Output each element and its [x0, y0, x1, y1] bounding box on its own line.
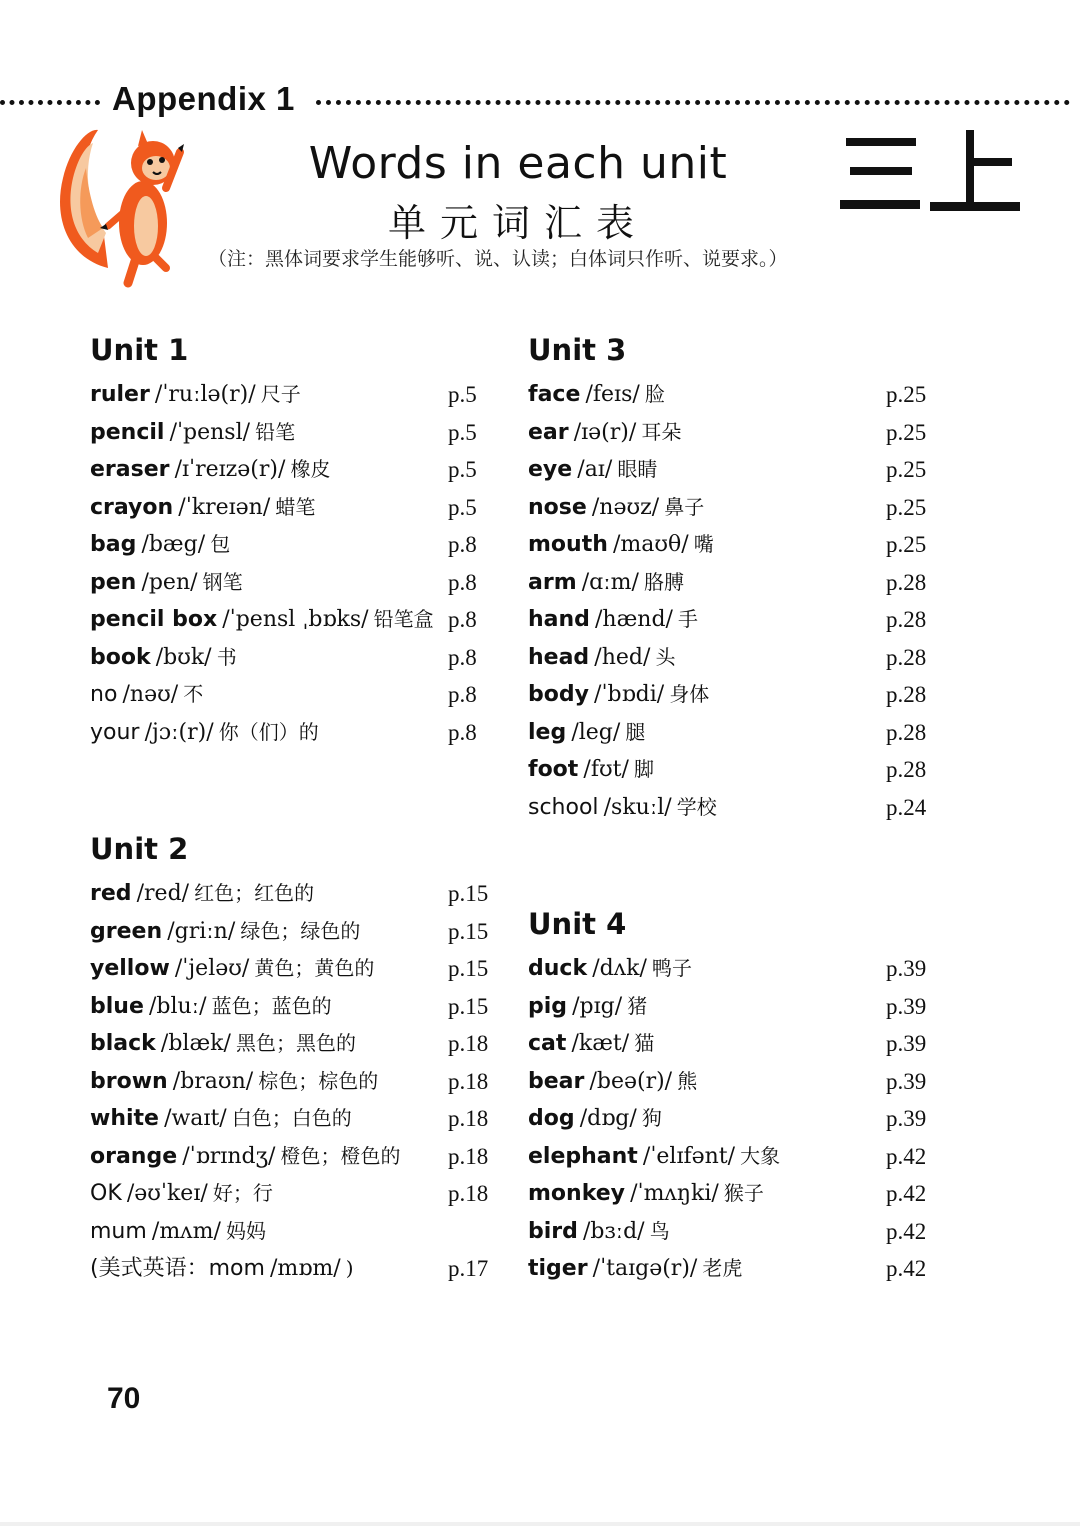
word-page-ref: p.5 [448, 419, 477, 445]
word-page-ref: p.5 [448, 457, 477, 482]
word-chinese: 好；行 [212, 1181, 273, 1205]
word-row [528, 1175, 948, 1213]
word-phonetic: /ˈkreɪən/ [178, 494, 271, 520]
grade-mark-san-shang [838, 130, 1024, 216]
word-phonetic: /pɪg/ [572, 993, 623, 1019]
word-phonetic: /əʊˈkeɪ/ [126, 1181, 208, 1206]
word-phonetic: /bɜːd/ [582, 1218, 645, 1244]
word-phonetic: /ɑːm/ [581, 569, 639, 595]
word-row [90, 489, 510, 527]
word-phonetic: /pen/ [141, 569, 198, 595]
word-phonetic: /nəʊ/ [122, 682, 179, 707]
word-phonetic: /leg/ [571, 719, 621, 745]
word-chinese: 白色；白色的 [231, 1106, 352, 1130]
word-page-ref: p.39 [886, 993, 927, 1019]
word-row [90, 950, 510, 988]
word-phonetic: /blæk/ [160, 1031, 231, 1056]
word-row [528, 1100, 948, 1138]
word-chinese: 蓝色；蓝色的 [211, 993, 332, 1018]
word-row [528, 1213, 948, 1251]
word-english: dog [528, 1106, 575, 1131]
word-page-ref: p.17 [448, 1256, 489, 1281]
word-phonetic: /aɪ/ [577, 457, 613, 482]
word-page-ref: p.42 [886, 1143, 927, 1169]
word-english: bag [90, 532, 137, 557]
word-phonetic: /ˈɒrɪndʒ/ [182, 1143, 276, 1169]
word-page-ref: p.28 [886, 719, 927, 745]
word-page-ref: p.15 [448, 918, 489, 944]
word-chinese: 尺子 [260, 382, 301, 406]
word-phonetic: /ˈjeləʊ/ [174, 956, 250, 981]
word-page-ref: p.39 [886, 1068, 927, 1094]
word-row [90, 451, 510, 489]
word-page-ref: p.18 [448, 1181, 489, 1206]
word-row [90, 1175, 510, 1213]
word-page-ref: p.18 [448, 1068, 489, 1094]
word-chinese: 铅笔盒 [373, 607, 434, 631]
word-page-ref: p.15 [448, 881, 489, 906]
word-page-ref: p.8 [448, 607, 477, 632]
word-phonetic: /ɪˈreɪzə(r)/ [174, 457, 286, 482]
word-list [528, 376, 948, 826]
word-chinese: 身体 [669, 682, 710, 706]
word-english: bird [528, 1218, 578, 1244]
word-phonetic: /braʊn/ [172, 1068, 254, 1094]
word-page-ref: p.28 [886, 644, 927, 670]
word-english: your [90, 719, 140, 745]
word-english: OK [90, 1181, 122, 1206]
word-phonetic: /maʊθ/ [612, 532, 689, 557]
word-page-ref: p.8 [448, 644, 477, 670]
word-english: head [528, 644, 590, 670]
word-english: monkey [528, 1181, 626, 1206]
word-page-ref: p.42 [886, 1218, 927, 1244]
unit-1-section [90, 330, 510, 751]
word-english: red [90, 881, 132, 906]
word-english: school [528, 794, 599, 820]
word-row [90, 414, 510, 452]
word-english: tiger [528, 1256, 588, 1281]
word-chinese: 黄色；黄色的 [254, 956, 375, 980]
word-chinese: 鸭子 [651, 956, 692, 980]
word-chinese: 熊 [677, 1068, 698, 1093]
word-english: nose [528, 494, 587, 520]
word-page-ref: p.25 [886, 419, 927, 445]
word-phonetic: /fʊt/ [583, 757, 629, 782]
word-row [528, 950, 948, 988]
word-english: pig [528, 993, 568, 1019]
word-chinese: 蜡笔 [275, 494, 316, 519]
word-phonetic: /griːn/ [167, 918, 236, 944]
word-english: book [90, 644, 151, 670]
word-english: duck [528, 956, 588, 981]
word-page-ref: p.15 [448, 956, 489, 981]
word-english: foot [528, 757, 579, 782]
word-row [528, 751, 948, 789]
word-chinese: 耳朵 [641, 419, 682, 444]
word-row [90, 639, 510, 677]
word-english: leg [528, 719, 567, 745]
word-chinese: 妈妈 [225, 1218, 266, 1243]
word-page-ref: p.39 [886, 956, 927, 981]
word-page-ref: p.5 [448, 382, 477, 407]
unit-title: Unit 1 [90, 333, 189, 367]
word-page-ref: p.5 [448, 494, 477, 520]
word-page-ref: p.42 [886, 1256, 927, 1281]
word-page-ref: p.39 [886, 1106, 927, 1131]
word-chinese: 脚 [633, 757, 654, 781]
word-page-ref: p.28 [886, 569, 927, 595]
word-row [528, 714, 948, 752]
word-english: ear [528, 419, 569, 445]
word-chinese: 包 [210, 532, 231, 556]
word-row [528, 789, 948, 827]
word-page-ref: p.8 [448, 719, 477, 745]
word-chinese: 脸 [644, 382, 665, 406]
word-page-ref: p.18 [448, 1143, 489, 1169]
word-row [90, 676, 510, 714]
word-english: pencil box [90, 607, 218, 632]
word-chinese: 猪 [627, 993, 648, 1018]
word-row [528, 489, 948, 527]
word-row [90, 1100, 510, 1138]
word-english: blue [90, 993, 144, 1019]
word-row [90, 913, 510, 951]
word-english: crayon [90, 494, 174, 520]
word-phonetic: /ˈtaɪgə(r)/ [592, 1256, 698, 1281]
word-row [528, 414, 948, 452]
word-row [528, 1250, 948, 1288]
unit-3-section [528, 330, 948, 826]
word-page-ref: p.28 [886, 757, 927, 782]
word-phonetic: /ˈelɪfənt/ [642, 1143, 736, 1169]
word-english: eye [528, 457, 573, 482]
word-phonetic: /waɪt/ [164, 1106, 227, 1131]
word-phonetic: /bæg/ [141, 532, 206, 557]
word-list [90, 376, 510, 751]
word-phonetic: /bluː/ [148, 993, 207, 1019]
word-english: brown [90, 1068, 168, 1094]
word-row [90, 564, 510, 602]
word-row [90, 1213, 510, 1251]
word-row [90, 1250, 510, 1288]
word-chinese: 头 [655, 644, 676, 669]
word-phonetic: /mɒm/ [270, 1256, 341, 1281]
word-row [90, 526, 510, 564]
unit-title: Unit 2 [90, 832, 189, 866]
word-phonetic: /kæt/ [571, 1031, 630, 1056]
word-english: cat [528, 1031, 567, 1056]
unit-2-section [90, 829, 510, 1288]
word-chinese: ) [345, 1256, 354, 1280]
word-chinese: 猫 [634, 1031, 655, 1055]
word-english: black [90, 1031, 156, 1056]
word-english: bear [528, 1068, 585, 1094]
word-page-ref: p.15 [448, 993, 489, 1019]
word-chinese: 不 [183, 682, 204, 706]
word-phonetic: /bʊk/ [155, 644, 212, 670]
word-english: pencil [90, 419, 165, 445]
word-page-ref: p.8 [448, 569, 477, 595]
word-chinese: 钢笔 [202, 569, 243, 594]
word-english: arm [528, 569, 577, 595]
word-page-ref: p.25 [886, 457, 927, 482]
word-phonetic: /hed/ [594, 644, 651, 670]
word-phonetic: /ˈpensl ˌbɒks/ [222, 607, 369, 632]
word-chinese: 鼻子 [664, 494, 705, 519]
word-row [528, 526, 948, 564]
word-english: face [528, 382, 581, 407]
word-english: green [90, 918, 163, 944]
word-chinese: 红色；红色的 [194, 881, 315, 905]
word-phonetic: /ˈmʌŋki/ [630, 1181, 719, 1206]
word-page-ref: p.8 [448, 532, 477, 557]
word-page-ref: p.28 [886, 607, 927, 632]
word-english: yellow [90, 956, 170, 981]
page-number: 70 [107, 1382, 141, 1415]
word-phonetic: /dʌk/ [592, 956, 647, 981]
word-chinese: 黑色；黑色的 [235, 1031, 356, 1055]
word-chinese: 老虎 [702, 1256, 743, 1280]
word-row [528, 564, 948, 602]
page-bottom-edge [0, 1522, 1080, 1526]
word-chinese: 眼睛 [617, 457, 658, 481]
word-chinese: 猴子 [723, 1181, 764, 1205]
word-page-ref: p.28 [886, 682, 927, 707]
word-chinese: 腿 [625, 719, 646, 744]
dotted-rule-right [316, 100, 1070, 105]
word-english: pen [90, 569, 137, 595]
word-page-ref: p.42 [886, 1181, 927, 1206]
word-row [528, 988, 948, 1026]
word-phonetic: /jɔː(r)/ [144, 719, 214, 745]
word-row [528, 1025, 948, 1063]
word-row [528, 376, 948, 414]
word-phonetic: /beə(r)/ [589, 1068, 673, 1094]
word-chinese: 棕色；棕色的 [258, 1068, 379, 1093]
unit-title: Unit 3 [528, 333, 627, 367]
usage-note: （注：黑体词要求学生能够听、说、认读；白体词只作听、说要求。） [208, 248, 788, 270]
word-phonetic: /feɪs/ [585, 382, 640, 407]
word-english: no [90, 682, 118, 707]
word-row [528, 601, 948, 639]
word-chinese: 嘴 [693, 532, 714, 556]
word-page-ref: p.18 [448, 1031, 489, 1056]
word-list [528, 950, 948, 1288]
word-phonetic: /ˈbɒdi/ [594, 682, 665, 707]
word-page-ref: p.24 [886, 794, 927, 820]
word-row [90, 376, 510, 414]
word-list [90, 875, 510, 1288]
word-row [90, 875, 510, 913]
word-chinese: 橡皮 [290, 457, 331, 481]
word-chinese: 胳膊 [644, 569, 684, 594]
word-phonetic: /mʌm/ [151, 1218, 221, 1244]
word-page-ref: p.25 [886, 382, 927, 407]
word-chinese: 你（们）的 [218, 719, 319, 744]
word-english: mouth [528, 532, 608, 557]
word-row [90, 601, 510, 639]
unit-title: Unit 4 [528, 907, 627, 941]
word-page-ref: p.25 [886, 494, 927, 520]
title-english: Words in each unit [308, 138, 728, 189]
word-english: orange [90, 1143, 178, 1169]
word-phonetic: /dɒg/ [579, 1106, 637, 1131]
word-chinese: 大象 [740, 1143, 781, 1168]
word-english: white [90, 1106, 159, 1131]
word-chinese: 橙色；橙色的 [280, 1143, 401, 1168]
word-english: eraser [90, 457, 170, 482]
word-chinese: 绿色；绿色的 [240, 918, 361, 943]
word-phonetic: /ˈruːlə(r)/ [154, 382, 256, 407]
word-chinese: 手 [678, 607, 699, 631]
word-row [528, 1138, 948, 1176]
word-phonetic: /skuːl/ [603, 794, 672, 820]
word-row [90, 1063, 510, 1101]
word-row [90, 1025, 510, 1063]
word-phonetic: /ɪə(r)/ [573, 419, 637, 445]
word-english: hand [528, 607, 590, 632]
word-english: mum [90, 1218, 147, 1244]
word-row [528, 1063, 948, 1101]
word-phonetic: /ˈpensl/ [169, 419, 251, 445]
word-chinese: 铅笔 [255, 419, 296, 444]
word-row [90, 714, 510, 752]
word-english: (美式英语：mom [90, 1256, 265, 1281]
dotted-rule-left [0, 100, 100, 105]
word-phonetic: /nəʊz/ [591, 494, 660, 520]
word-row [90, 988, 510, 1026]
word-chinese: 书 [216, 644, 237, 669]
appendix-label: Appendix 1 [112, 80, 295, 117]
word-row [90, 1138, 510, 1176]
word-phonetic: /hænd/ [595, 607, 673, 632]
word-chinese: 狗 [641, 1106, 662, 1130]
word-row [528, 676, 948, 714]
unit-4-section [528, 904, 948, 1288]
word-row [528, 451, 948, 489]
word-page-ref: p.25 [886, 532, 927, 557]
word-phonetic: /red/ [136, 881, 190, 906]
word-english: elephant [528, 1143, 638, 1169]
word-page-ref: p.39 [886, 1031, 927, 1056]
word-chinese: 学校 [676, 794, 717, 819]
word-english: body [528, 682, 589, 707]
word-page-ref: p.8 [448, 682, 477, 707]
word-english: ruler [90, 382, 150, 407]
word-page-ref: p.18 [448, 1106, 489, 1131]
word-row [528, 639, 948, 677]
word-chinese: 鸟 [649, 1218, 670, 1243]
title-chinese: 单元词汇表 [387, 201, 648, 245]
